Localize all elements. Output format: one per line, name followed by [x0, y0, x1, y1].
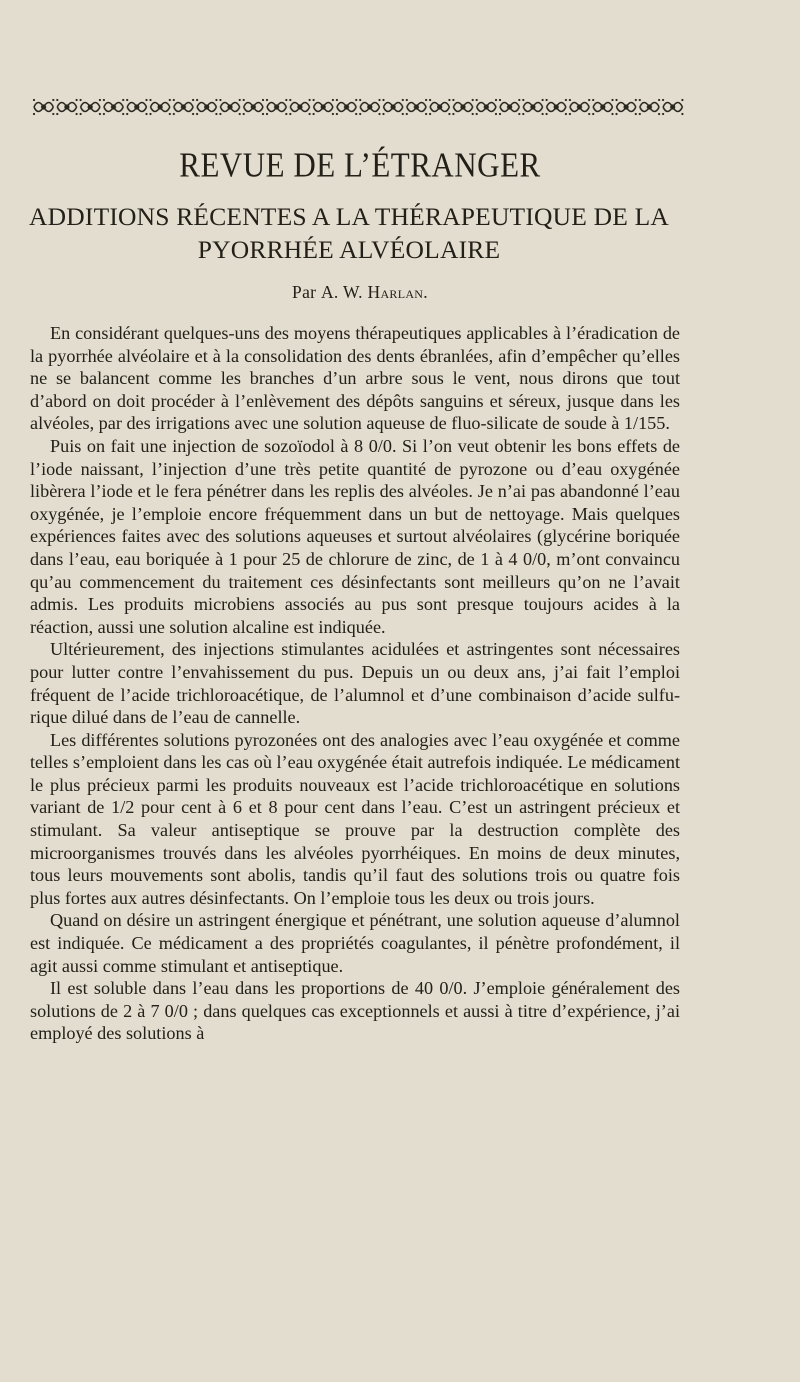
- decorative-ornament-band: [32, 95, 684, 119]
- article-body: [30, 322, 680, 1045]
- paragraph-5: Quand on désire un astringent énergique et pénétrant, une solution aqueuse d’alumnol est indiquée. Ce médicament a des propriétés coagulantes, il pénètre profondément, il agit aussi comme stimulant et antiseptique.: [30, 910, 680, 976]
- paragraph-3: Ultérieurement, des injections stimulantes acidulées et astringentes sont nécessaires pour lutter contre l’envahissement du pus. Depuis un ou deux ans, j’ai fait l’emploi fréquent de l’acide trichloroacétique, de l’alumnol et d’une combinaison d’acide sulfurique dilué dans de l’eau de cannelle.: [30, 639, 680, 728]
- article-title: ADDITIONS RÉCENTES A LA THÉRAPEUTIQUE DE LA PYORRHÉE ALVÉOLAIRE: [29, 202, 669, 264]
- paragraph-1: En considérant quelques-uns des moyens thérapeutiques applicables à l’éradication de la pyorrhée alvéolaire et à la consolidation des dents ébranlées, afin d’empêcher qu’elles ne se balancent comme les branches d’un arbre sous le vent, nous dirons que tout d’abord on doit procéder à l’enlèvement des dépôts sanguins et séreux, jusque dans les alvéoles, par des irrigations avec une solution aqueuse de fluo-silicate de soude à 1/155.: [30, 323, 680, 434]
- author-name: A. W. Harlan.: [320, 282, 428, 302]
- byline: [0, 282, 720, 303]
- paragraph-4: Les différentes solutions pyrozonées ont des analogies avec l’eau oxygénée et comme telles s’emploient dans les cas où l’eau oxygénée était autrefois indiquée. Le médicament le plus précieux parmi les produits nouveaux est l’acide trichloroacétique en solutions variant de 1/2 pour cent à 6 et 8 pour cent dans l’eau. C’est un astringent précieux et stimulant. Sa valeur antiseptique se prouve par la destruction complète des microorganismes trouvés dans les alvéoles pyorrhéiques. En moins de deux minutes, tous leurs mouvements sont abolis, tandis qu’il faut des solutions trois ou quatre fois plus fortes aux autres désinfectants. On l’emploie tous les deux ou trois jours.: [30, 729, 680, 908]
- section-title: REVUE DE L’ÉTRANGER: [179, 145, 541, 185]
- paragraph-2: Puis on fait une injection de sozoïodol à 8 0/0. Si l’on veut obtenir les bons effets de l’iode naissant, l’injection d’une très petite quantité de pyrozone ou d’eau oxygénée libèrera l’iode et le fera pénétrer dans les replis des alvéoles. Je n’ai pas abandonné l’eau oxygénée, je l’emploie encore fréquemment dans un but de nettoyage. Mais quelques expériences faites avec des solutions aqueuses et surtout alvéolaires (glycérine boriquée dans l’eau, eau boriquée à 1 pour 25 de chlorure de zinc, de 1 à 4 0/0, m’ont convaincu qu’au commencement du traitement ces désinfectants sont meilleurs qu’on ne l’avait admis. Les produits microbiens associés au pus sont presque toujours acides à la réaction, aussi une solution alcaline est indiquée.: [30, 435, 680, 637]
- paragraph-6: Il est soluble dans l’eau dans les proportions de 40 0/0. J’emploie généralement des solutions de 2 à 7 0/0 ; dans quelques cas exceptionnels et aussi à titre d’expérience, j’ai employé des solutions à: [30, 978, 680, 1044]
- byline-prefix: Par: [292, 282, 317, 302]
